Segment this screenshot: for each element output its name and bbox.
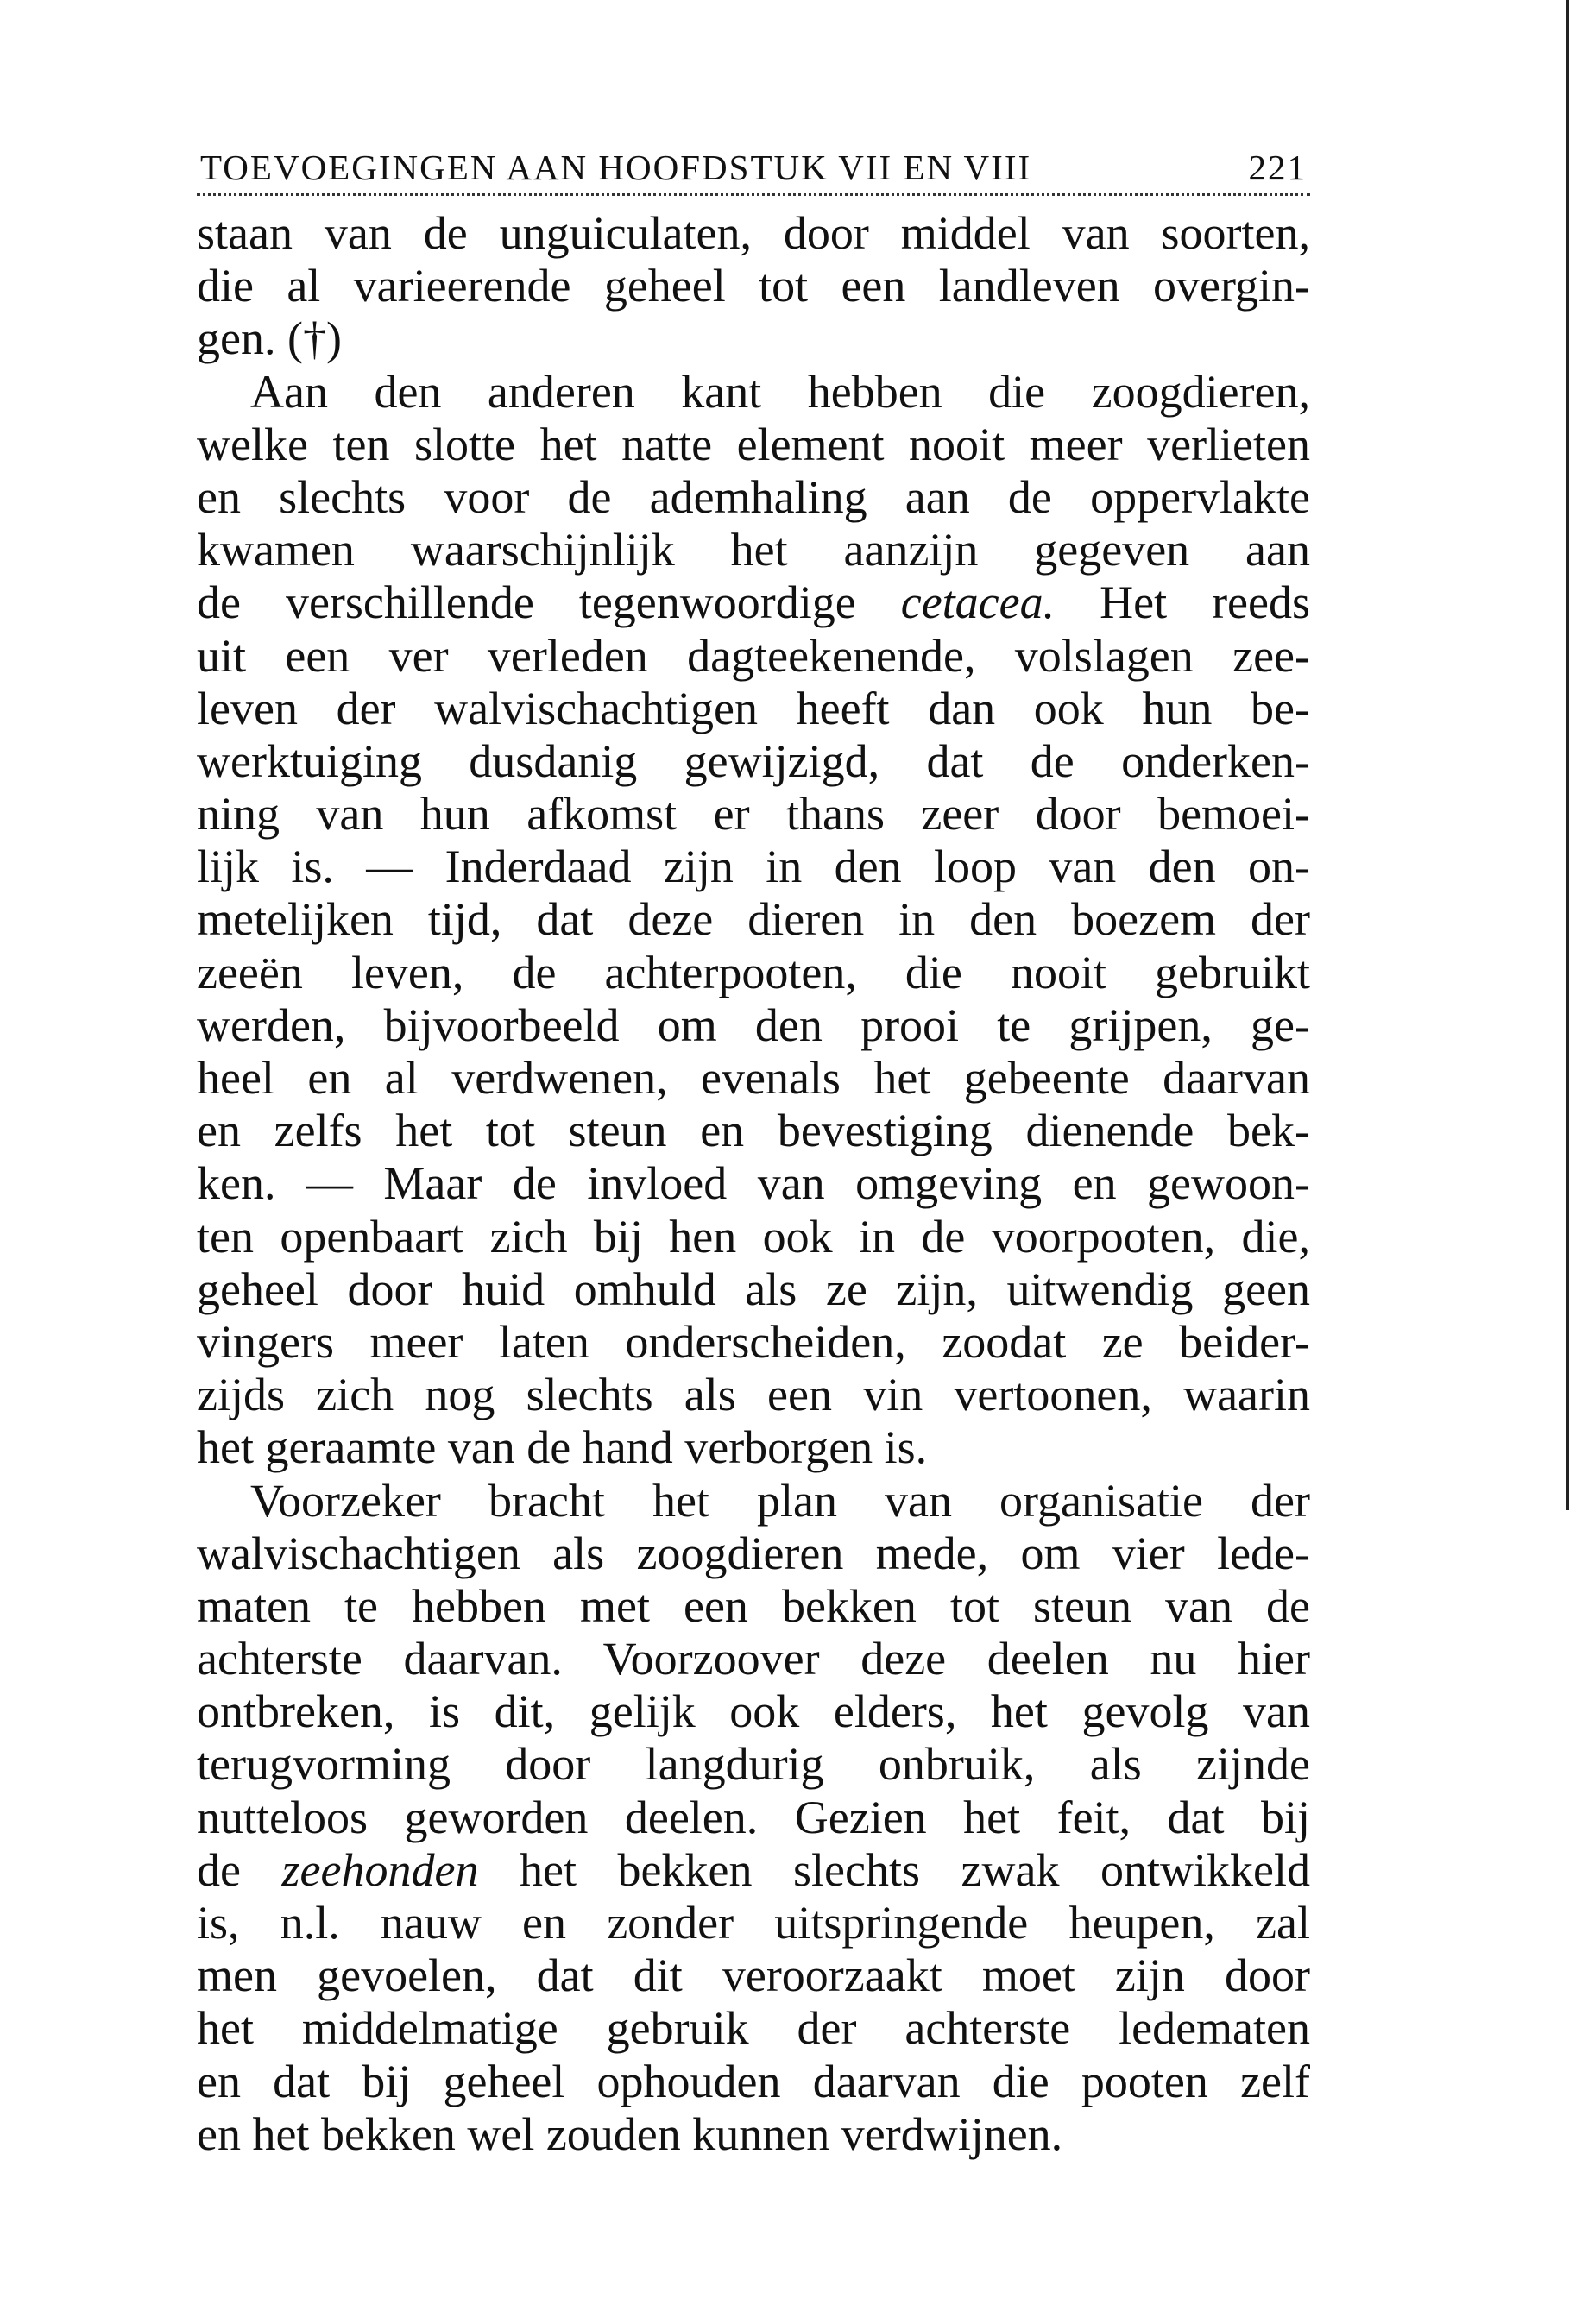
text-line: achterste daarvan. Voorzoover deze deelen nu hier (197, 1633, 1310, 1685)
text-line-mixed (197, 1844, 1310, 1897)
body-text (197, 207, 1310, 2161)
text-line: walvischachtigen als zoogdieren mede, om vier lede- (197, 1527, 1310, 1579)
text-line: zijds zich nog slechts als een vin vertoonen, waarin (197, 1369, 1310, 1421)
italic-term: zeehonden (281, 1843, 479, 1896)
text-segment: de (197, 1843, 241, 1896)
text-line: het middelmatige gebruik der achterste ledematen (197, 2002, 1310, 2055)
text-line: metelijken tijd, dat deze dieren in den boezem der (197, 893, 1310, 946)
text-line: Voorzeker bracht het plan van organisatie der (250, 1474, 1310, 1527)
text-line: staan van de unguiculaten, door middel van soorten, (197, 207, 1310, 259)
text-segment: de verschillende tegenwoordige (197, 576, 856, 629)
text-line: en dat bij geheel ophouden daarvan die pooten zelf (197, 2055, 1310, 2107)
text-line: geheel door huid omhuld als ze zijn, uitwendig geen (197, 1263, 1310, 1315)
text-segment: Het reeds (1100, 576, 1311, 629)
text-line: en het bekken wel zouden kunnen verdwijnen. (197, 2107, 1063, 2160)
text-line: ning van hun afkomst er thans zeer door bemoei- (197, 788, 1310, 841)
text-line: uit een ver verleden dagteekenende, volslagen zee- (197, 629, 1310, 682)
text-line: en zelfs het tot steun en bevestiging dienende bek- (197, 1105, 1310, 1157)
text-line: heel en al verdwenen, evenals het gebeente daarvan (197, 1052, 1310, 1104)
text-line: kwamen waarschijnlijk het aanzijn gegeven aan (197, 524, 1310, 576)
text-line: maten te hebben met een bekken tot steun van de (197, 1579, 1310, 1632)
header-dotted-rule (197, 193, 1310, 196)
page-number: 221 (1248, 148, 1307, 187)
text-line: werden, bijvoorbeeld om den prooi te grijpen, ge- (197, 998, 1310, 1051)
text-segment: het bekken slechts zwak ontwikkeld (520, 1843, 1311, 1896)
text-line: het geraamte van de hand verborgen is. (197, 1421, 928, 1474)
text-line: ken. — Maar de invloed van omgeving en gewoon- (197, 1157, 1310, 1210)
scan-edge-line (1566, 0, 1569, 1510)
running-header (200, 136, 1307, 188)
text-line: gen. (†) (197, 312, 342, 365)
text-line: terugvorming door langdurig onbruik, als zijnde (197, 1738, 1310, 1791)
text-line: ten openbaart zich bij hen ook in de voorpooten, die, (197, 1210, 1310, 1263)
text-line: werktuiging dusdanig gewijzigd, dat de onderken- (197, 734, 1310, 787)
header-title: TOEVOEGINGEN AAN HOOFDSTUK VII EN VIII (200, 148, 1032, 187)
text-line: ontbreken, is dit, gelijk ook elders, het gevolg van (197, 1685, 1310, 1738)
text-line: welke ten slotte het natte element nooit meer verlieten (197, 418, 1310, 470)
italic-term: cetacea. (900, 576, 1056, 629)
text-line: en slechts voor de ademhaling aan de oppervlakte (197, 470, 1310, 523)
text-line-mixed (197, 576, 1310, 629)
text-line: is, n.l. nauw en zonder uitspringende heupen, zal (197, 1897, 1310, 1949)
text-line: zeeën leven, de achterpooten, die nooit gebruikt (197, 946, 1310, 998)
text-line: men gevoelen, dat dit veroorzaakt moet zijn door (197, 1949, 1310, 2002)
text-line: Aan den anderen kant hebben die zoogdieren, (250, 365, 1310, 418)
text-line: vingers meer laten onderscheiden, zoodat ze beider- (197, 1315, 1310, 1368)
text-line: lijk is. — Inderdaad zijn in den loop van den on- (197, 841, 1310, 893)
text-line: die al varieerende geheel tot een landleven overgin- (197, 260, 1310, 312)
text-line: nutteloos geworden deelen. Gezien het feit, dat bij (197, 1791, 1310, 1843)
text-line: leven der walvischachtigen heeft dan ook hun be- (197, 682, 1310, 734)
